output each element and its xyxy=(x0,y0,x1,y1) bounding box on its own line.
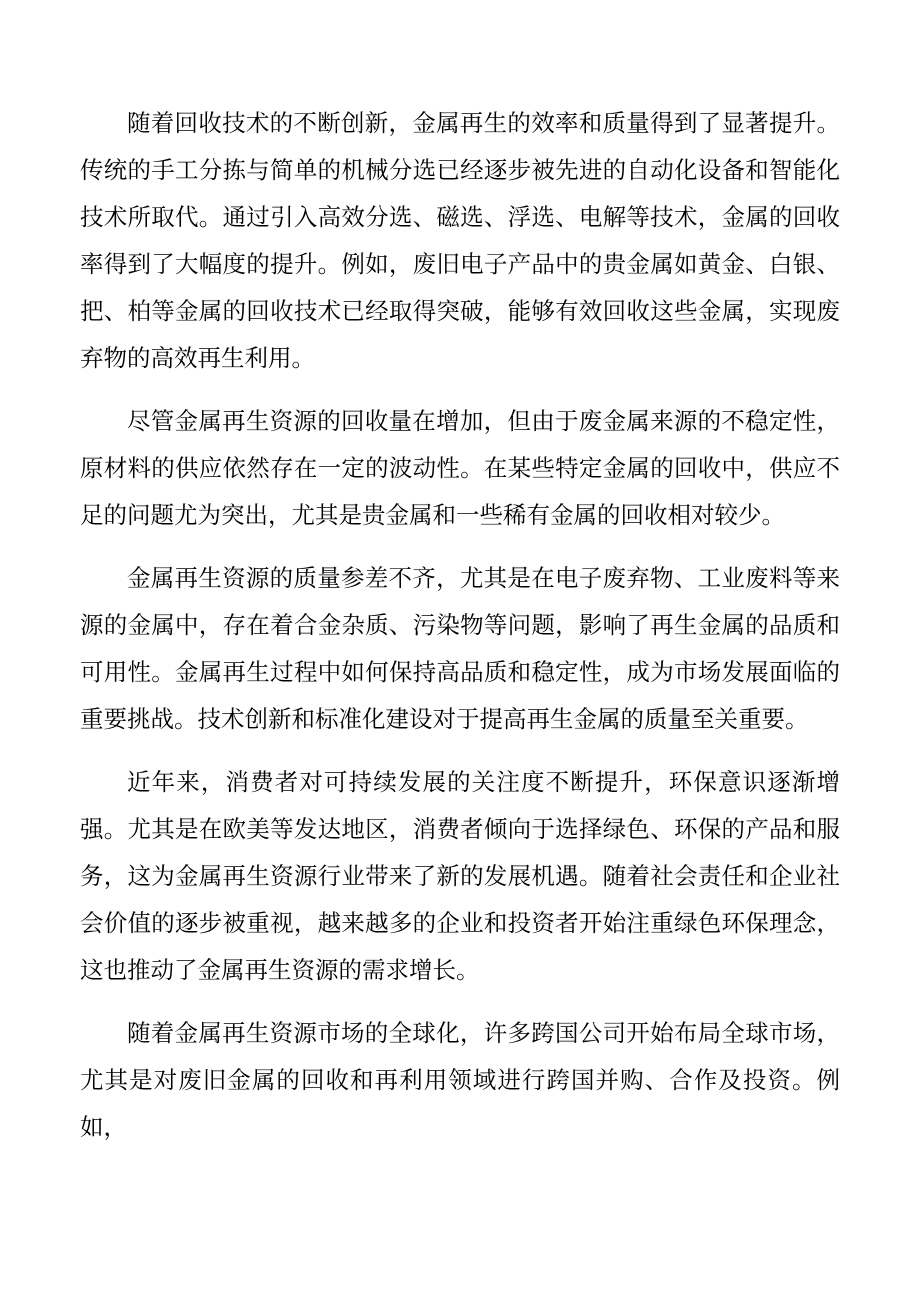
paragraph-consumer-awareness: 近年来，消费者对可持续发展的关注度不断提升，环保意识逐渐增强。尤其是在欧美等发达地区，消费者倾向于选择绿色、环保的产品和服务，这为金属再生资源行业带来了新的发展机遇。随着社会责任和企业社会价值的逐步被重视，越来越多的企业和投资者开始注重绿色环保理念，这也推动了金属再生资源的需求增长。 xyxy=(80,768,840,984)
paragraph-globalization: 随着金属再生资源市场的全球化，许多跨国公司开始布局全球市场，尤其是对废旧金属的回收和再利用领域进行跨国并购、合作及投资。例如， xyxy=(80,1019,840,1141)
paragraph-recycling-technology: 随着回收技术的不断创新，金属再生的效率和质量得到了显著提升。传统的手工分拣与简单的机械分选已经逐步被先进的自动化设备和智能化技术所取代。通过引入高效分选、磁选、浮选、电解等技术，金属的回收率得到了大幅度的提升。例如，废旧电子产品中的贵金属如黄金、白银、把、柏等金属的回收技术已经取得突破，能够有效回收这些金属，实现废弃物的高效再生利用。 xyxy=(80,109,840,372)
document-body xyxy=(80,100,840,1167)
paragraph-quality-issues: 金属再生资源的质量参差不齐，尤其是在电子废弃物、工业废料等来源的金属中，存在着合金杂质、污染物等问题，影响了再生金属的品质和可用性。金属再生过程中如何保持高品质和稳定性，成为市场发展面临的重要挑战。技术创新和标准化建设对于提高再生金属的质量至关重要。 xyxy=(80,564,840,733)
paragraph-supply-volatility: 尽管金属再生资源的回收量在增加，但由于废金属来源的不稳定性，原材料的供应依然存在一定的波动性。在某些特定金属的回收中，供应不足的问题尤为突出，尤其是贵金属和一些稀有金属的回收相对较少。 xyxy=(80,407,840,529)
